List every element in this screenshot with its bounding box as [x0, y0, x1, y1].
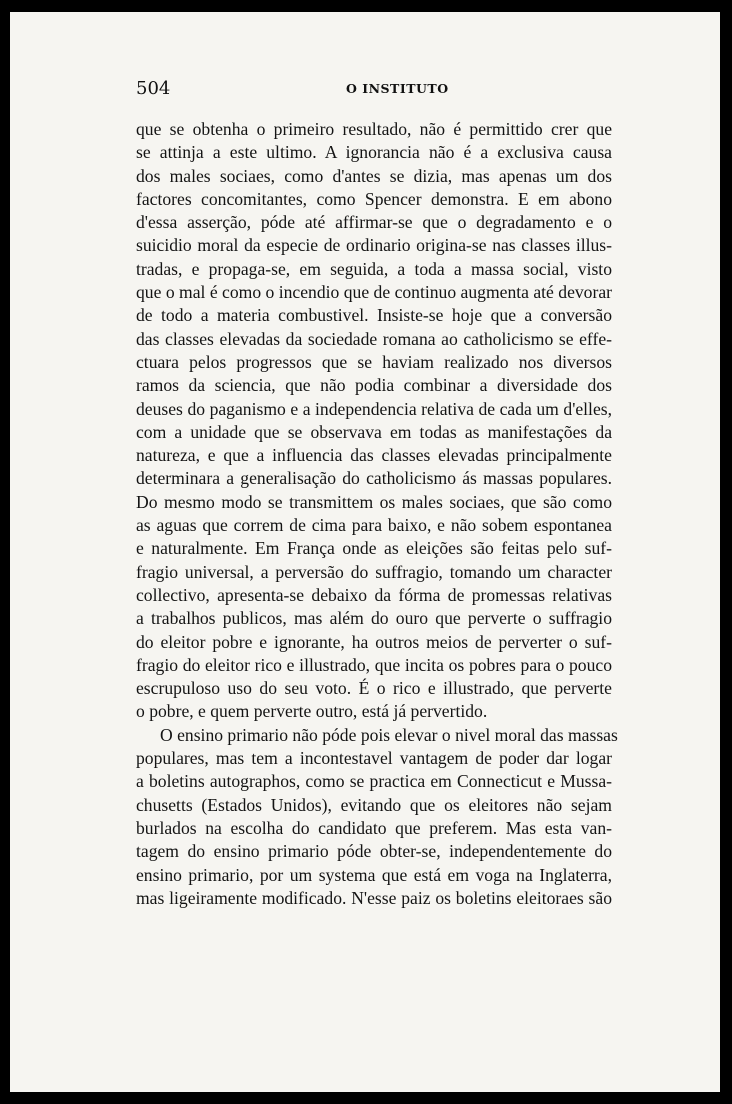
text-line: dos males sociaes, como d'antes se dizia, mas apenas um dos [136, 165, 612, 186]
text-line: do eleitor pobre e ignorante, ha outros meios de perverter o suf- [136, 631, 612, 652]
text-line: mas ligeiramente modificado. N'esse paiz os boletins eleitoraes são [136, 887, 612, 908]
text-line: tagem do ensino primario póde obter-se, independentemente do [136, 841, 612, 862]
text-line: das classes elevadas da sociedade romana ao catholicismo se effe- [136, 328, 612, 349]
text-line: ensino primario, por um systema que está em voga na Inglaterra, [136, 864, 612, 885]
text-line: as aguas que correm de cima para baixo, e não sobem espontanea [136, 515, 612, 536]
text-line: ctuara pelos progressos que se haviam realizado nos diversos [136, 351, 612, 372]
text-line: fragio universal, a perversão do suffragio, tomando um character [136, 561, 612, 582]
page-number: 504 [136, 78, 171, 99]
text-line: tradas, e propaga-se, em seguida, a toda a massa social, visto [136, 258, 612, 279]
text-line: suicidio moral da especie de ordinario origina-se nas classes illus- [136, 235, 612, 256]
text-line: e naturalmente. Em França onde as eleições são feitas pelo suf- [136, 538, 612, 559]
page-header [136, 78, 606, 102]
text-line: que o mal é como o incendio que de continuo augmenta até devorar [136, 282, 612, 303]
text-line: Do mesmo modo se transmittem os males sociaes, que são como [136, 491, 612, 512]
text-line: com a unidade que se observava em todas as manifestações da [136, 421, 612, 442]
text-line: determinara a generalisação do catholicismo ás massas populares. [136, 468, 612, 489]
text-line: burlados na escolha do candidato que preferem. Mas esta van- [136, 817, 612, 838]
text-line: a boletins autographos, como se practica em Connecticut e Mussa- [136, 771, 612, 792]
text-line: O ensino primario não póde pois elevar o nivel moral das massas [160, 724, 618, 745]
text-line: a trabalhos publicos, mas além do ouro que perverte o suffragio [136, 608, 612, 629]
text-line: de todo a materia combustivel. Insiste-se hoje que a conversão [136, 305, 612, 326]
text-line: que se obtenha o primeiro resultado, não é permittido crer que [136, 119, 612, 139]
text-line: o pobre, e quem perverte outro, está já pervertido. [136, 701, 488, 722]
body-text [136, 118, 618, 910]
running-title: O INSTITUTO [346, 81, 449, 96]
text-line: collectivo, apresenta-se debaixo da fórma de promessas relativas [136, 584, 612, 605]
text-line: populares, mas tem a incontestavel vantagem de poder dar logar [136, 748, 612, 769]
text-line: fragio do eleitor rico e illustrado, que incita os pobres para o pouco [136, 654, 612, 675]
paragraph-1 [136, 118, 612, 724]
text-line: chusetts (Estados Unidos), evitando que os eleitores não sejam [136, 794, 612, 815]
paragraph-2 [136, 724, 618, 910]
text-line: factores concomitantes, como Spencer demonstra. E em abono [136, 188, 612, 209]
text-line: se attinja a este ultimo. A ignorancia não é a exclusiva causa [136, 142, 612, 163]
text-line: d'essa asserção, póde até affirmar-se que o degradamento e o [136, 212, 612, 233]
text-line: ramos da sciencia, que não podia combinar a diversidade dos [136, 375, 612, 396]
text-line: deuses do paganismo e a independencia relativa de cada um d'elles, [136, 398, 612, 419]
text-line: escrupuloso uso do seu voto. É o rico e illustrado, que perverte [136, 678, 612, 699]
text-line: natureza, e que a influencia das classes elevadas principalmente [136, 445, 612, 466]
